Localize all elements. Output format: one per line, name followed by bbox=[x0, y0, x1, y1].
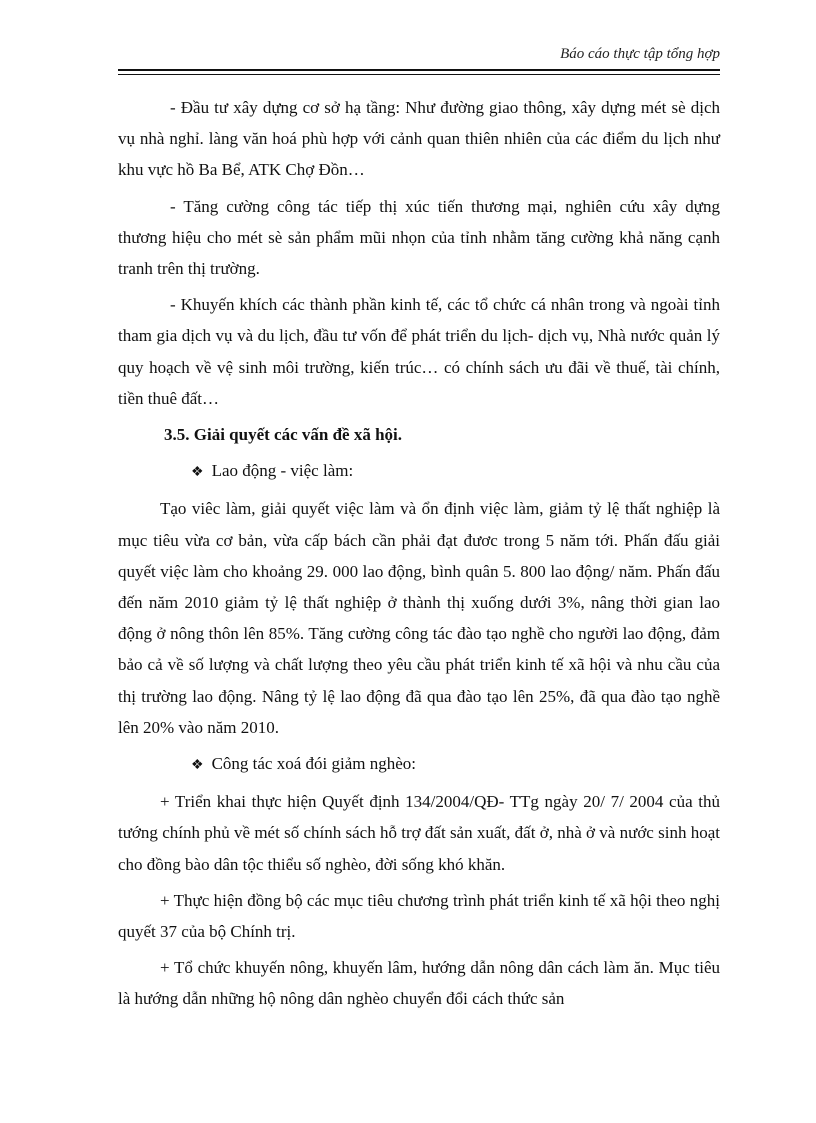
paragraph-employment: Tạo viêc làm, giải quyết việc làm và ổn định việc làm, giảm tỷ lệ thất nghiệp là mục tiêu vừa cơ bản, vừa cấp bách cần phải đạt đươc trong 5 năm tới. Phấn đấu giải quyết việc làm cho khoảng 29. 000 lao động, bình quân 5. 800 lao động/ năm. Phấn đấu đến năm 2010 giảm tỷ lệ thất nghiệp ở thành thị xuống dưới 3%, nâng thời gian lao động ở nông thôn lên 85%. Tăng cường công tác đào tạo nghề cho người lao động, đảm bảo cả về số lượng và chất lượng theo yêu cầu phát triển kinh tế xã hội và nhu cầu của thị trường lao động. Nâng tỷ lệ lao động đã qua đào tạo lên 25%, đã qua đào tạo nghề lên 20% vào năm 2010. bbox=[118, 499, 720, 737]
header-rule-thin bbox=[118, 74, 720, 75]
bullet-poverty-text: Công tác xoá đói giảm nghèo: bbox=[211, 754, 416, 774]
diamond-bullet-icon: ❖ bbox=[191, 465, 204, 481]
bullet-poverty bbox=[118, 748, 720, 781]
paragraph-resolution-37: + Thực hiện đồng bộ các mục tiêu chương trình phát triển kinh tế xã hội theo nghị quyết 37 của bộ Chính trị. bbox=[118, 890, 720, 942]
header-rule-thick bbox=[118, 69, 720, 71]
diamond-bullet-icon: ❖ bbox=[191, 758, 204, 774]
paragraph-decision-134: + Triển khai thực hiện Quyết định 134/2004/QĐ- TTg ngày 20/ 7/ 2004 của thủ tướng chính phủ về mét số chính sách hỗ trợ đất sản xuất, đất ở, nhà ở và nước sinh hoạt cho đồng bào dân tộc thiểu số nghèo, đời sống khó khăn. bbox=[118, 792, 720, 874]
paragraph-encouragement: - Khuyến khích các thành phần kinh tế, các tổ chức cá nhân trong và ngoài tỉnh tham gia dịch vụ và du lịch, đầu tư vốn để phát triển du lịch- dịch vụ, Nhà nước quản lý quy hoạch về vệ sinh môi trường, kiến trúc… có chính sách ưu đãi về thuế, tài chính, tiền thuê đất… bbox=[118, 295, 720, 408]
page-header-title: Báo cáo thực tập tổng hợp bbox=[560, 46, 720, 62]
bullet-labor-text: Lao động - việc làm: bbox=[211, 461, 354, 481]
bullet-labor bbox=[118, 455, 720, 488]
document-body bbox=[118, 92, 720, 1020]
section-heading: 3.5. Giải quyết các vấn đề xã hội. bbox=[164, 425, 403, 445]
paragraph-infrastructure: - Đầu tư xây dựng cơ sở hạ tầng: Như đường giao thông, xây dựng mét sè dịch vụ nhà nghỉ. làng văn hoá phù hợp với cảnh quan thiên nhiên của các điểm du lịch như khu vực hồ Ba Bể, ATK Chợ Đồn… bbox=[118, 98, 720, 180]
paragraph-extension: + Tổ chức khuyến nông, khuyến lâm, hướng dẫn nông dân cách làm ăn. Mục tiêu là hướng dẫn những hộ nông dân nghèo chuyển đổi cách thức sản bbox=[118, 958, 720, 1009]
paragraph-marketing: - Tăng cường công tác tiếp thị xúc tiến thương mại, nghiên cứu xây dựng thương hiệu cho mét sè sản phẩm mũi nhọn của tỉnh nhằm tăng cường khả năng cạnh tranh trên thị trường. bbox=[118, 196, 720, 279]
